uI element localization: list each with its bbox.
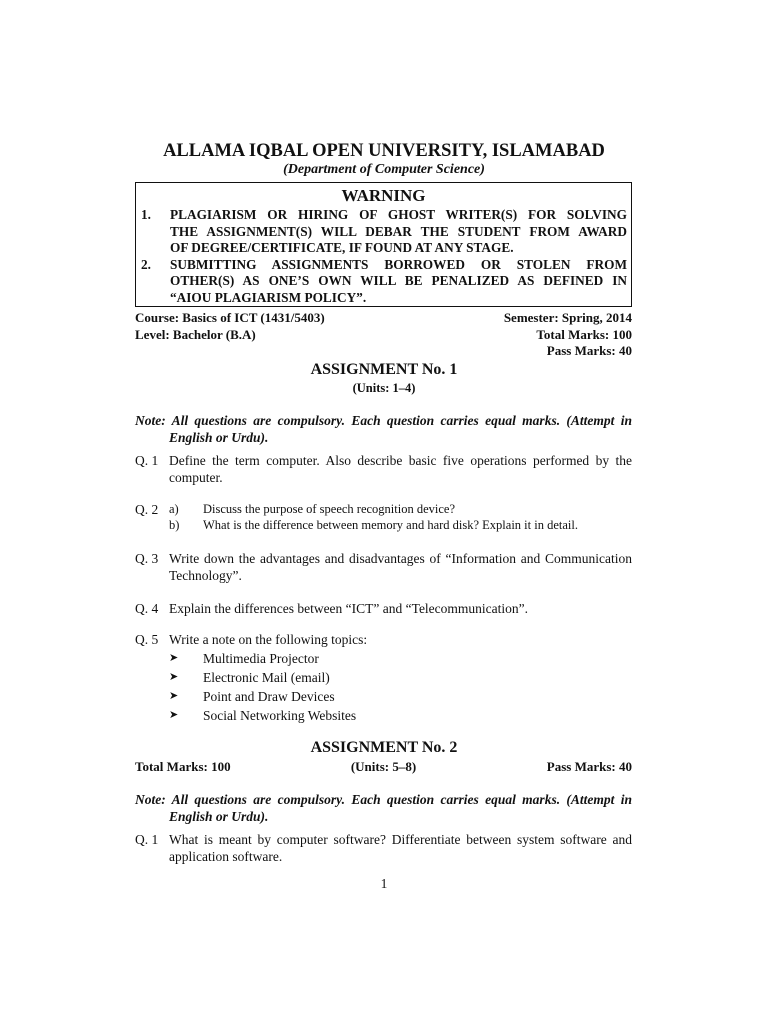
department-subtitle: (Department of Computer Science) (283, 162, 485, 177)
question-text: computer. (169, 469, 223, 485)
warning-title: WARNING (341, 186, 426, 205)
note-line: English or Urdu). (169, 808, 269, 824)
sub-text: What is the difference between memory and hard disk? Explain it in detail. (203, 517, 578, 532)
sub-label: a) (169, 502, 179, 516)
question-text: What is meant by computer software? Differentiate between system software and (169, 832, 632, 847)
warning-item-number: 1. (141, 207, 151, 222)
university-title: ALLAMA IQBAL OPEN UNIVERSITY, ISLAMABAD (163, 141, 605, 161)
pass-marks: Pass Marks: 40 (546, 343, 632, 358)
note-line: English or Urdu). (169, 429, 269, 445)
warning-item-1 (136, 207, 631, 257)
question-number: Q. 4 (135, 601, 159, 616)
question-text: Write a note on the following topics: (169, 632, 368, 647)
sub-question-b (169, 518, 632, 534)
warning-item-2 (136, 257, 631, 307)
warning-line: OF DEGREE/CERTIFICATE, IF FOUND AT ANY STAGE. (170, 240, 514, 255)
question-number: Q. 3 (135, 551, 159, 566)
page-number: 1 (380, 876, 388, 891)
note-line: Note: All questions are compulsory. Each question carries equal marks. (Attempt in (135, 413, 632, 428)
warning-line: OTHER(S) AS ONE’S OWN WILL BE PENALIZED AS DEFINED IN (170, 273, 627, 288)
question-2 (135, 502, 632, 533)
course-info: Course: Basics of ICT (1431/5403) (135, 310, 325, 325)
sub-question-a (169, 502, 632, 518)
question-text: application software. (169, 848, 283, 864)
arrow-bullet-icon: ➤ (169, 670, 179, 683)
question-number: Q. 2 (135, 502, 159, 517)
course-row (135, 310, 632, 327)
assignment-1-title: ASSIGNMENT No. 1 (310, 361, 458, 378)
question-text: Write down the advantages and disadvantages of “Information and Communication (169, 551, 632, 566)
warning-line: “AIOU PLAGIARISM POLICY”. (170, 289, 367, 305)
topic-item: ➤ Electronic Mail (email) (169, 669, 330, 685)
warning-line: SUBMITTING ASSIGNMENTS BORROWED OR STOLEN FROM (170, 256, 627, 272)
arrow-bullet-icon: ➤ (169, 689, 179, 702)
warning-line: THE ASSIGNMENT(S) WILL DEBAR THE STUDENT FROM AWARD (170, 223, 627, 239)
question-number: Q. 1 (135, 453, 159, 468)
total-marks: Total Marks: 100 (536, 327, 632, 342)
sub-label: b) (169, 517, 180, 532)
assignment-2-total-marks: Total Marks: 100 (135, 759, 231, 774)
assignment-2-question-1 (135, 832, 632, 865)
level-row (135, 327, 632, 344)
assignment-2-title: ASSIGNMENT No. 2 (310, 739, 458, 756)
question-number: Q. 1 (135, 832, 159, 847)
question-4 (135, 601, 632, 618)
warning-box (135, 182, 632, 307)
question-number: Q. 5 (135, 632, 159, 647)
sub-text: Discuss the purpose of speech recognition device? (203, 502, 456, 516)
question-3 (135, 551, 632, 584)
question-text: Technology”. (169, 567, 242, 583)
arrow-bullet-icon: ➤ (169, 708, 179, 721)
question-text: Explain the differences between “ICT” and “Telecommunication”. (169, 601, 529, 616)
semester-info: Semester: Spring, 2014 (503, 310, 632, 325)
question-5 (135, 632, 632, 725)
question-1 (135, 453, 632, 486)
assignment-2-units: (Units: 5–8) (350, 759, 417, 774)
warning-line: PLAGIARISM OR HIRING OF GHOST WRITER(S) FOR SOLVING (170, 207, 627, 222)
level-info: Level: Bachelor (B.A) (135, 327, 256, 342)
assignment-1-note (135, 413, 632, 446)
question-text: Define the term computer. Also describe basic five operations performed by the (169, 453, 632, 468)
assignment-2-pass-marks: Pass Marks: 40 (546, 759, 632, 774)
topic-item: ➤ Social Networking Websites (169, 707, 357, 723)
note-line: Note: All questions are compulsory. Each question carries equal marks. (Attempt in (135, 792, 632, 807)
warning-item-number: 2. (141, 256, 151, 272)
topic-item: ➤ Point and Draw Devices (169, 688, 335, 704)
assignment-2-note (135, 792, 632, 825)
assignment-1-units: (Units: 1–4) (352, 381, 416, 395)
assignment-2-marks-row (135, 759, 632, 776)
arrow-bullet-icon: ➤ (169, 651, 179, 664)
topic-item: ➤ Multimedia Projector (169, 650, 319, 666)
